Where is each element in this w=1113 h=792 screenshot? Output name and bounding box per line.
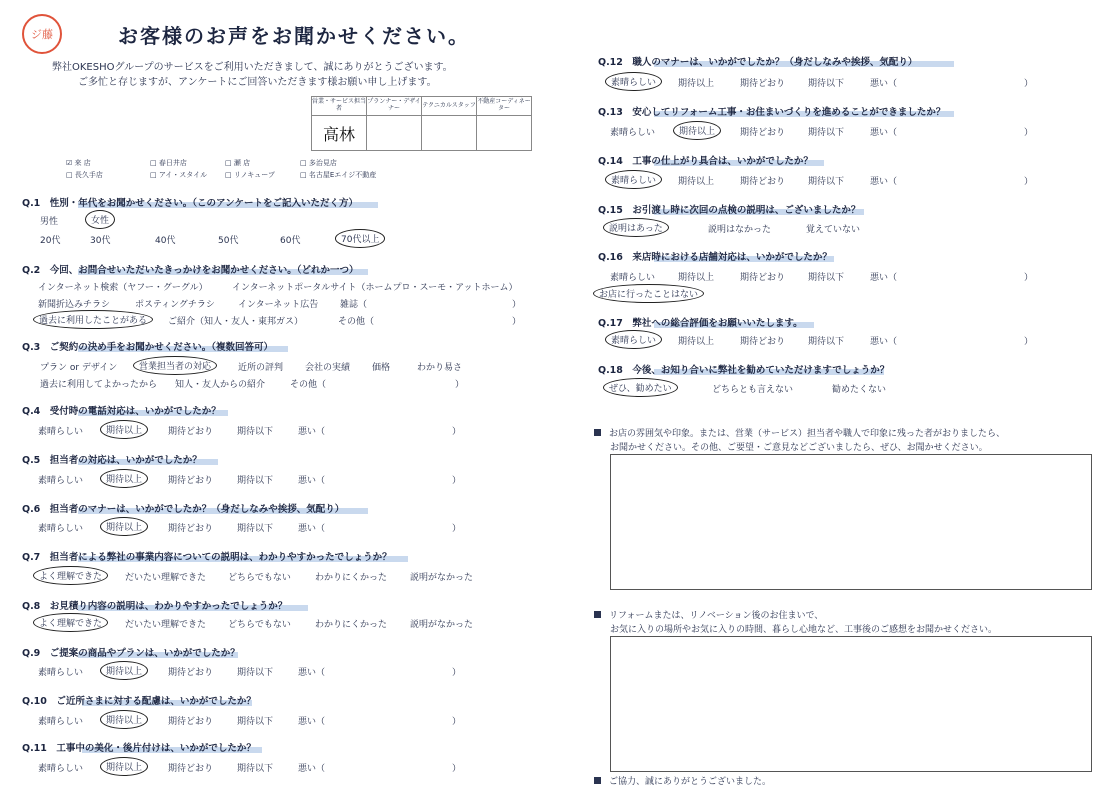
free-comment-2-prompt: リフォームまたは、リノベーション後のお住まいで、 xyxy=(594,608,823,621)
question-2-label: Q.2 今回、お問合せいただいたきっかけをお聞かせください。（どれか一つ） xyxy=(22,265,359,276)
option-selected[interactable]: 素晴らしい xyxy=(605,72,662,91)
option[interactable]: 悪い（ xyxy=(298,764,326,774)
question-3-label: Q.3 ご契約の決め手をお聞かせください。（複数回答可） xyxy=(22,342,274,353)
question-10-label: Q.10 ご近所さまに対する配慮は、いかがでしたか？ xyxy=(22,696,256,707)
option[interactable]: 過去に利用してよかったから xyxy=(40,380,158,390)
option[interactable]: 近所の評判 xyxy=(238,363,284,373)
store-checkbox[interactable]: □ リノキューブ xyxy=(225,171,275,179)
option[interactable]: 新聞折込みチラシ xyxy=(38,300,111,310)
option[interactable]: 素晴らしい xyxy=(610,273,656,283)
option[interactable]: 期待どおり xyxy=(168,764,214,774)
option-selected[interactable]: 過去に利用したことがある xyxy=(33,310,153,329)
option[interactable]: だいたい理解できた xyxy=(125,573,207,583)
staff-table xyxy=(311,96,532,151)
staff-sales-name[interactable]: 高林 xyxy=(312,116,367,151)
option: ） xyxy=(452,668,462,678)
option[interactable]: 説明はなかった xyxy=(708,225,772,235)
staff-header: テクニカルスタッフ xyxy=(422,97,477,116)
staff-header: 営業・サービス担当者 xyxy=(312,97,367,116)
option[interactable]: 悪い（ xyxy=(298,476,326,486)
option: ） xyxy=(1024,79,1034,89)
store-checkbox[interactable]: □ 春日井店 xyxy=(150,159,187,167)
option[interactable]: わかりにくかった xyxy=(315,620,388,630)
option[interactable]: ご紹介（知人・友人・東邦ガス） xyxy=(168,317,304,327)
option[interactable]: その他（ xyxy=(338,317,375,327)
option-selected[interactable]: 営業担当者の対応 xyxy=(133,356,217,375)
closing-message: ご協力、誠にありがとうございました。 xyxy=(594,774,771,787)
question-14-label: Q.14 工事の仕上がり具合は、いかがでしたか？ xyxy=(598,156,813,167)
option[interactable]: 勧めたくない xyxy=(832,385,887,395)
option-selected[interactable]: 期待以上 xyxy=(100,517,148,536)
option: ） xyxy=(1024,273,1034,283)
option[interactable]: 雑誌（ xyxy=(340,300,368,310)
intro-line-2: ご多忙と存じますが、アンケートにご回答いただきます様お願い申し上げます。 xyxy=(78,77,437,88)
option[interactable]: 期待どおり xyxy=(168,668,214,678)
option[interactable]: 40代 xyxy=(155,236,176,246)
option[interactable]: 期待どおり xyxy=(740,177,786,187)
page-title: お客様のお声をお聞かせください。 xyxy=(118,24,470,48)
option[interactable]: 価格 xyxy=(372,363,391,373)
option[interactable]: 素晴らしい xyxy=(38,717,84,727)
option-selected[interactable]: 期待以上 xyxy=(100,420,148,439)
option[interactable]: インターネット検索（ヤフー・グーグル） xyxy=(38,283,208,293)
option[interactable]: 悪い（ xyxy=(298,524,326,534)
option[interactable]: 期待どおり xyxy=(168,717,214,727)
store-checkbox[interactable]: □ アイ・スタイル xyxy=(150,171,208,179)
store-checkbox[interactable]: □ 名古屋Eエイジ不動産 xyxy=(300,171,377,179)
option[interactable]: 悪い（ xyxy=(298,668,326,678)
option: ） xyxy=(1024,177,1034,187)
option[interactable]: 男性 xyxy=(40,217,59,227)
question-13-label: Q.13 安心してリフォーム工事・お住まいづくりを進めることができましたか？ xyxy=(598,107,946,118)
option[interactable]: 期待どおり xyxy=(740,128,786,138)
option[interactable]: 期待以上 xyxy=(678,337,715,347)
option[interactable]: 期待以下 xyxy=(808,177,845,187)
option[interactable]: 期待以下 xyxy=(808,273,845,283)
staff-header: 不動産コーディネーター xyxy=(477,97,532,116)
option-selected[interactable]: よく理解できた xyxy=(33,566,108,585)
option-selected[interactable]: 説明はあった xyxy=(603,218,669,237)
option[interactable]: 期待以下 xyxy=(237,717,274,727)
option-selected[interactable]: 70代以上 xyxy=(335,229,385,248)
option-selected[interactable]: よく理解できた xyxy=(33,613,108,632)
option-selected[interactable]: 期待以上 xyxy=(100,710,148,729)
option[interactable]: 50代 xyxy=(218,236,239,246)
store-checkbox[interactable]: □ 瀬 店 xyxy=(225,159,251,167)
question-1-label: Q.1 性別・年代をお聞かせください。（このアンケートをご記入いただく方） xyxy=(22,198,358,209)
option[interactable]: 20代 xyxy=(40,236,61,246)
option: ） xyxy=(455,380,465,390)
option: ） xyxy=(1024,128,1034,138)
staff-header: プランナー・デザイナー xyxy=(367,97,422,116)
staff-realestate-name[interactable] xyxy=(477,116,532,151)
question-11-label: Q.11 工事中の美化・後片付けは、いかがでしたか？ xyxy=(22,743,256,754)
option[interactable]: プラン or デザイン xyxy=(40,363,118,373)
bullet-square-icon xyxy=(594,777,601,784)
option[interactable]: 悪い（ xyxy=(298,427,326,437)
store-checkbox[interactable]: □ 長久手店 xyxy=(66,171,103,179)
option-selected[interactable]: 女性 xyxy=(85,210,115,229)
option[interactable]: 悪い（ xyxy=(870,273,898,283)
question-7-label: Q.7 担当者による弊社の事業内容についての説明は、わかりやすかったでしょうか？ xyxy=(22,552,392,563)
option-selected[interactable]: お店に行ったことはない xyxy=(593,284,704,303)
option: ） xyxy=(452,476,462,486)
option[interactable]: 期待以下 xyxy=(808,79,845,89)
option[interactable]: 悪い（ xyxy=(870,79,898,89)
question-16-label: Q.16 来店時における店舗対応は、いかがでしたか？ xyxy=(598,252,832,263)
option[interactable]: 期待以上 xyxy=(678,273,715,283)
option: ） xyxy=(1024,337,1034,347)
option[interactable]: 期待どおり xyxy=(740,337,786,347)
option[interactable]: どちらとも言えない xyxy=(712,385,794,395)
question-17-label: Q.17 弊社への総合評価をお願いいたします。 xyxy=(598,318,803,329)
option[interactable]: 期待以上 xyxy=(678,177,715,187)
option-selected[interactable]: 期待以上 xyxy=(100,661,148,680)
option[interactable]: 期待以下 xyxy=(237,476,274,486)
bullet-square-icon xyxy=(594,611,601,618)
option[interactable]: 素晴らしい xyxy=(38,764,84,774)
free-comment-2-box[interactable] xyxy=(610,636,1092,772)
option[interactable]: 期待どおり xyxy=(740,273,786,283)
free-comment-1-prompt-2: お聞かせください。その他、ご要望・ご意見などございましたら、ぜひ、お聞かせください。 xyxy=(610,443,988,453)
option-selected[interactable]: 期待以上 xyxy=(100,757,148,776)
option-selected[interactable]: 期待以上 xyxy=(100,469,148,488)
option[interactable]: 期待以下 xyxy=(808,337,845,347)
option[interactable]: 期待以下 xyxy=(808,128,845,138)
option[interactable]: どちらでもない xyxy=(228,573,291,583)
hanko-stamp: ジ藤 xyxy=(22,14,62,54)
option[interactable]: ポスティングチラシ xyxy=(135,300,215,310)
option: ） xyxy=(512,317,522,327)
question-5-label: Q.5 担当者の対応は、いかがでしたか？ xyxy=(22,455,202,466)
option[interactable]: 期待以下 xyxy=(237,524,274,534)
option-selected[interactable]: ぜひ、勧めたい xyxy=(603,378,678,397)
option[interactable]: だいたい理解できた xyxy=(125,620,207,630)
option[interactable]: 素晴らしい xyxy=(38,427,84,437)
option: ） xyxy=(452,427,462,437)
question-12-label: Q.12 職人のマナーは、いかがでしたか？（身だしなみや挨拶、気配り） xyxy=(598,57,918,68)
option[interactable]: わかりにくかった xyxy=(315,573,388,583)
intro-line-1: 弊社OKESHOグループのサービスをご利用いただきまして、誠にありがとうございます。 xyxy=(52,62,453,73)
option[interactable]: 説明がなかった xyxy=(410,620,474,630)
option: ） xyxy=(452,717,462,727)
question-4-label: Q.4 受付時の電話対応は、いかがでしたか？ xyxy=(22,406,221,417)
question-15-label: Q.15 お引渡し時に次回の点検の説明は、ございましたか？ xyxy=(598,205,861,216)
option-selected[interactable]: 素晴らしい xyxy=(605,330,662,349)
free-comment-1-box[interactable] xyxy=(610,454,1092,590)
option[interactable]: 悪い（ xyxy=(870,177,898,187)
option[interactable]: 期待どおり xyxy=(168,524,214,534)
question-8-label: Q.8 お見積り内容の説明は、わかりやすかったでしょうか？ xyxy=(22,601,288,612)
option-selected[interactable]: 素晴らしい xyxy=(605,170,662,189)
option[interactable]: 会社の実績 xyxy=(305,363,351,373)
option[interactable]: 期待どおり xyxy=(168,476,214,486)
option[interactable]: 悪い（ xyxy=(298,717,326,727)
option[interactable]: 30代 xyxy=(90,236,111,246)
option: ） xyxy=(512,300,522,310)
staff-technical-name[interactable] xyxy=(422,116,477,151)
question-9-label: Q.9 ご提案の商品やプランは、いかがでしたか？ xyxy=(22,648,240,659)
option[interactable]: 素晴らしい xyxy=(38,668,84,678)
store-checkbox[interactable]: ☑ 来 店 xyxy=(66,159,91,167)
option[interactable]: 期待どおり xyxy=(168,427,214,437)
option[interactable]: 期待以下 xyxy=(237,668,274,678)
question-18-label: Q.18 今後、お知り合いに弊社を勧めていただけますでしょうか？ xyxy=(598,365,890,376)
option[interactable]: 素晴らしい xyxy=(38,524,84,534)
option[interactable]: 期待どおり xyxy=(740,79,786,89)
option[interactable]: 素晴らしい xyxy=(610,128,656,138)
option[interactable]: わかり易さ xyxy=(417,363,463,373)
option[interactable]: 知人・友人からの紹介 xyxy=(175,380,266,390)
option[interactable]: 60代 xyxy=(280,236,301,246)
store-checkbox[interactable]: □ 多治見店 xyxy=(300,159,337,167)
option[interactable]: 期待以上 xyxy=(678,79,715,89)
option-selected[interactable]: 期待以上 xyxy=(673,121,721,140)
staff-planner-name[interactable] xyxy=(367,116,422,151)
free-comment-2-prompt-2: お気に入りの場所やお気に入りの時間、暮らし心地など、工事後のご感想をお聞かせください。 xyxy=(610,625,998,635)
option[interactable]: インターネットポータルサイト（ホームプロ・スーモ・アットホーム） xyxy=(232,283,518,293)
bullet-square-icon xyxy=(594,429,601,436)
option: ） xyxy=(452,764,462,774)
option[interactable]: 覚えていない xyxy=(806,225,861,235)
option[interactable]: 悪い（ xyxy=(870,128,898,138)
option[interactable]: 悪い（ xyxy=(870,337,898,347)
option[interactable]: インターネット広告 xyxy=(238,300,319,310)
option[interactable]: 期待以下 xyxy=(237,427,274,437)
option[interactable]: 期待以下 xyxy=(237,764,274,774)
question-6-label: Q.6 担当者のマナーは、いかがでしたか？（身だしなみや挨拶、気配り） xyxy=(22,504,345,515)
free-comment-1-prompt: お店の雰囲気や印象。または、営業（サービス）担当者や職人で印象に残った者がおりましたら、 xyxy=(594,426,1005,439)
option[interactable]: 素晴らしい xyxy=(38,476,84,486)
option[interactable]: その他（ xyxy=(290,380,327,390)
option: ） xyxy=(452,524,462,534)
option[interactable]: どちらでもない xyxy=(228,620,291,630)
option[interactable]: 説明がなかった xyxy=(410,573,474,583)
